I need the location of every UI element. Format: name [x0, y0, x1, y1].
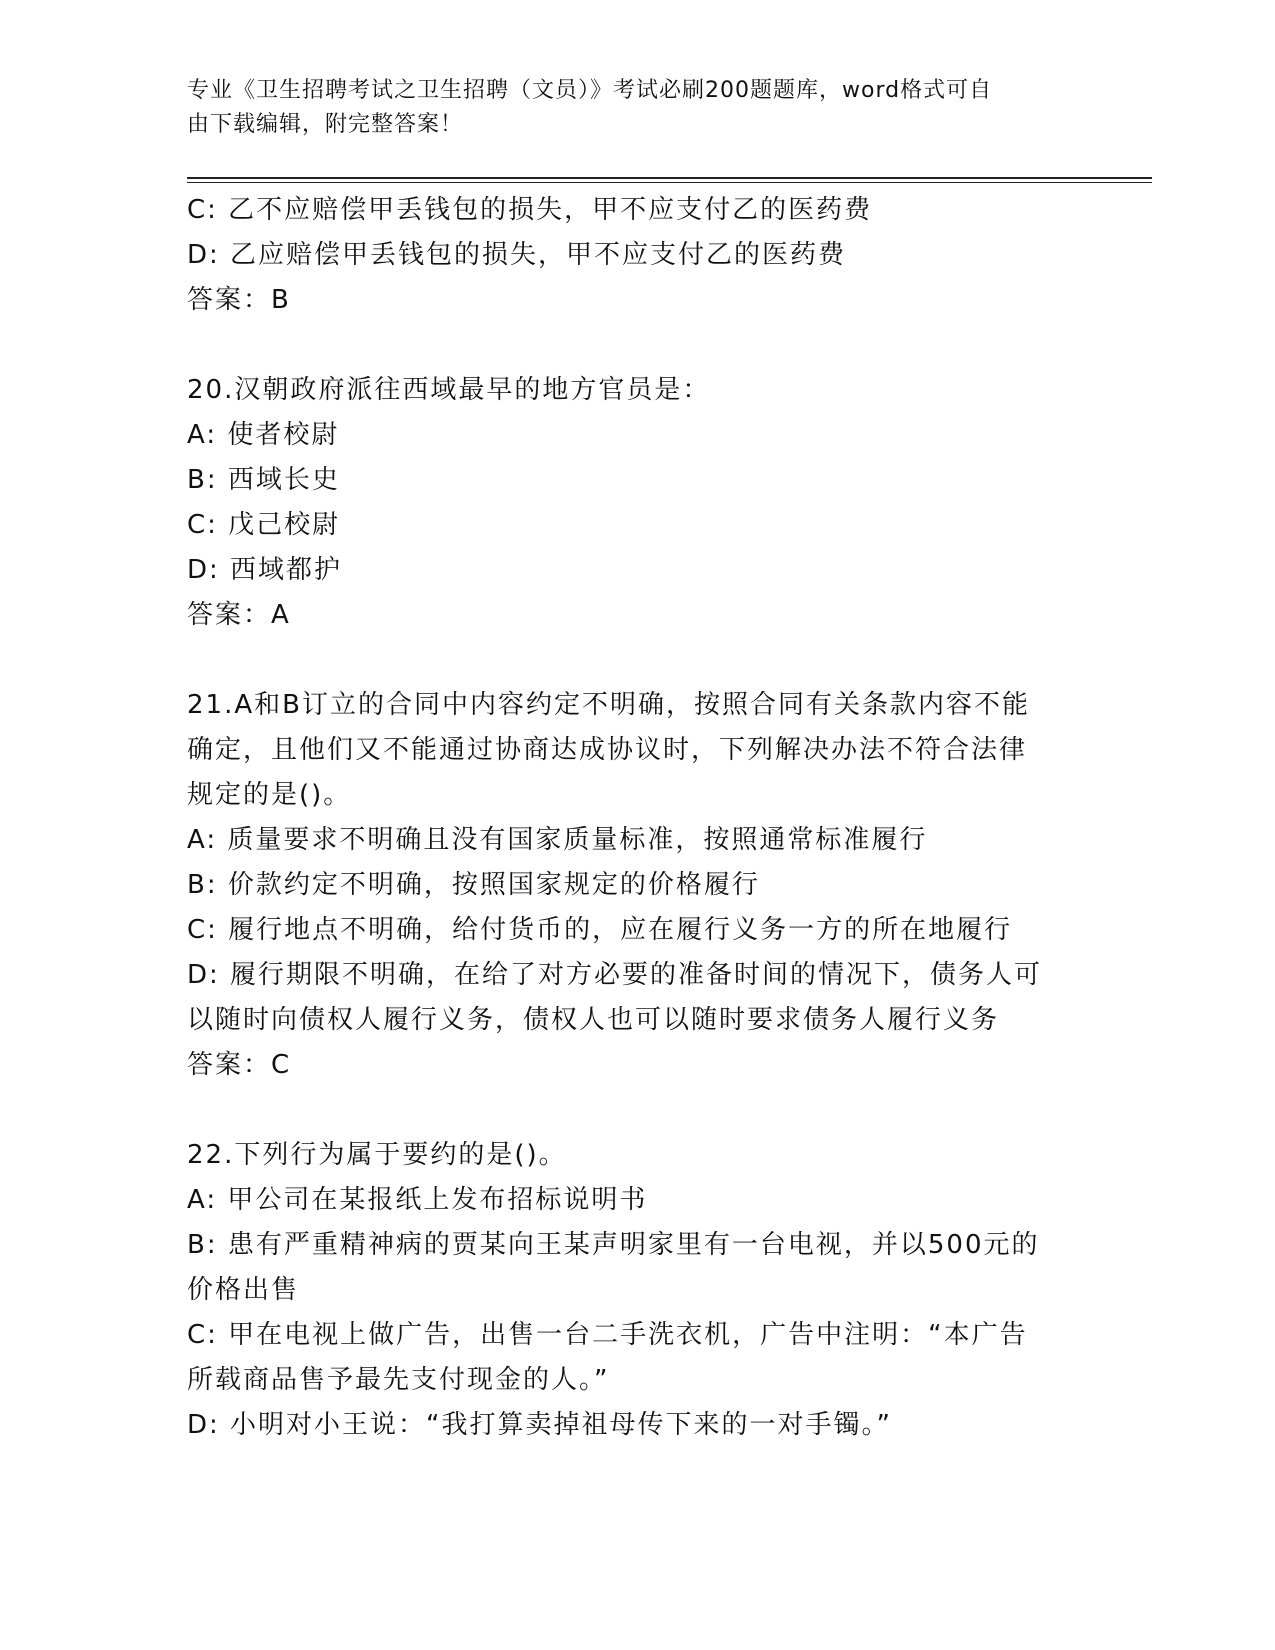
option-d: D: 乙应赔偿甲丢钱包的损失，甲不应支付乙的医药费 — [187, 240, 847, 270]
option-d: D: 小明对小王说：“我打算卖掉祖母传下来的一对手镯。” — [187, 1410, 892, 1440]
document-body — [187, 188, 1067, 1448]
option-a: A: 甲公司在某报纸上发布招标说明书 — [187, 1185, 648, 1215]
prev-question — [187, 188, 1067, 323]
question-stem: 20.汉朝政府派往西域最早的地方官员是： — [187, 375, 711, 405]
spacer — [187, 638, 1067, 683]
question-21 — [187, 683, 1067, 1088]
question-stem: 22.下列行为属于要约的是()。 — [187, 1140, 567, 1170]
option-b: B: 患有严重精神病的贾某向王某声明家里有一台电视，并以500元的 — [187, 1230, 1040, 1260]
option-c: C: 乙不应赔偿甲丢钱包的损失，甲不应支付乙的医药费 — [187, 195, 873, 225]
option-a: A: 使者校尉 — [187, 420, 340, 450]
header-divider-thick — [187, 177, 1152, 179]
option-c-continued: 所载商品售予最先支付现金的人。” — [187, 1365, 610, 1395]
spacer — [187, 1088, 1067, 1133]
answer: 答案：B — [187, 285, 291, 315]
option-d-continued: 以随时向债权人履行义务，债权人也可以随时要求债务人履行义务 — [187, 1005, 1000, 1035]
question-20 — [187, 368, 1067, 638]
document-header — [187, 74, 1067, 142]
option-b: B: 价款约定不明确，按照国家规定的价格履行 — [187, 870, 760, 900]
option-c: C: 戊己校尉 — [187, 510, 341, 540]
option-d: D: 西域都护 — [187, 555, 343, 585]
option-a: A: 质量要求不明确且没有国家质量标准，按照通常标准履行 — [187, 825, 928, 855]
question-stem: 确定，且他们又不能通过协商达成协议时，下列解决办法不符合法律 — [187, 735, 1028, 765]
question-stem: 规定的是()。 — [187, 780, 352, 810]
answer: 答案：A — [187, 600, 291, 630]
spacer — [187, 323, 1067, 368]
answer: 答案：C — [187, 1050, 292, 1080]
question-stem: 21.A和B订立的合同中内容约定不明确，按照合同有关条款内容不能 — [187, 690, 1030, 720]
option-c: C: 甲在电视上做广告，出售一台二手洗衣机，广告中注明：“本广告 — [187, 1320, 1028, 1350]
option-d: D: 履行期限不明确，在给了对方必要的准备时间的情况下，债务人可 — [187, 960, 1043, 990]
option-b: B: 西域长史 — [187, 465, 340, 495]
question-22 — [187, 1133, 1067, 1448]
header-line-1: 专业《卫生招聘考试之卫生招聘（文员）》考试必刷200题题库，word格式可自 — [187, 78, 993, 103]
header-line-2: 由下载编辑，附完整答案！ — [187, 112, 464, 137]
option-c: C: 履行地点不明确，给付货币的，应在履行义务一方的所在地履行 — [187, 915, 1013, 945]
option-b-continued: 价格出售 — [187, 1275, 300, 1305]
header-divider-thin — [187, 182, 1152, 183]
